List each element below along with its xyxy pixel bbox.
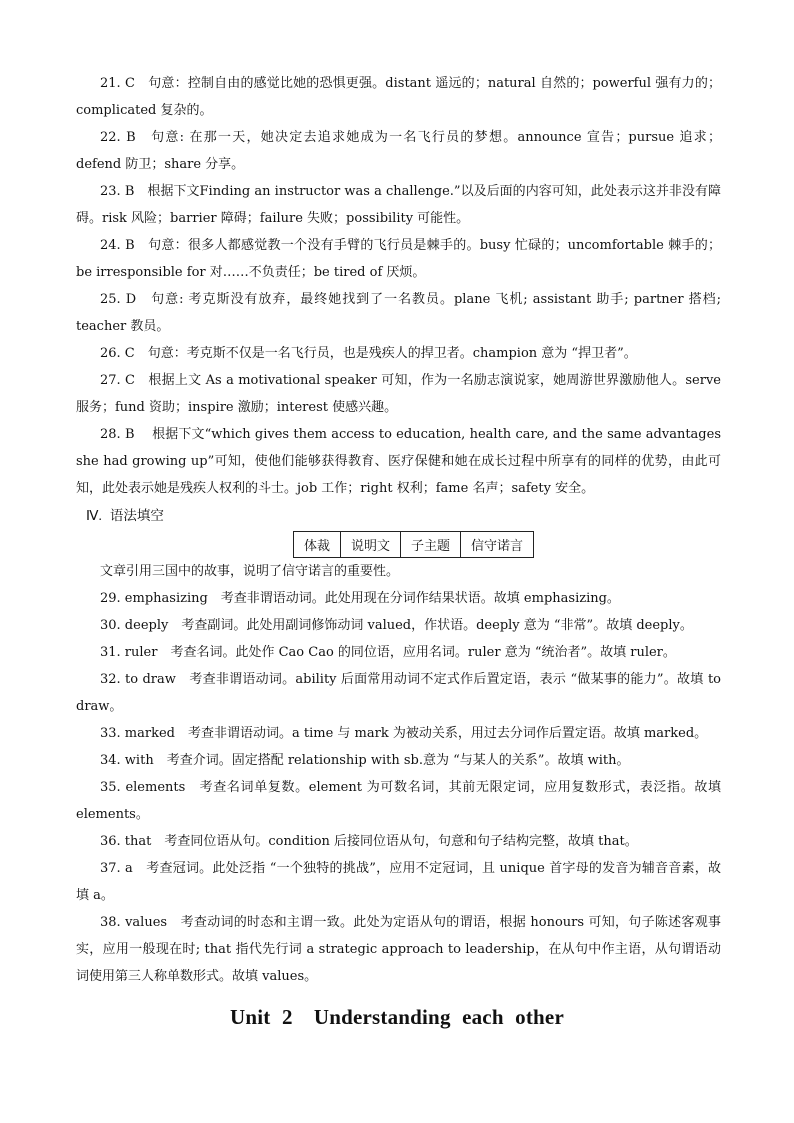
genre-value-cell: 说明文 — [340, 532, 400, 558]
answer-item-26: 26. C 句意：考克斯不仅是一名飞行员，也是残疾人的捍卫者。champion 意为 “捍卫者”。 — [100, 346, 637, 361]
subtheme-value-cell: 信守诺言 — [461, 532, 534, 558]
subtheme-label-cell: 子主题 — [401, 532, 461, 558]
answer-item-28: 28. B 根据下文“which gives them access to education, health care, and the same advantages she had growing up”可知，使他们能够获得教育、医疗保健和她在成长过程中所享有的同样的优势，由此可知，此处表示她是残疾人权利的斗士。job 工作；right 权利；fame 名声；safety 安全。 — [76, 427, 721, 496]
genre-label-cell: 体裁 — [293, 532, 340, 558]
answer-item-22: 22. B 句意: 在那一天，她决定去追求她成为一名飞行员的梦想。announce 宣告；pursue 追求；defend 防卫；share 分享。 — [76, 130, 721, 172]
answer-item-33: 33. marked 考查非谓语动词。a time 与 mark 为被动关系，用过去分词作后置定语。故填 marked。 — [100, 726, 708, 741]
passage-info-table — [293, 531, 534, 558]
section-number: Ⅳ. — [86, 508, 102, 523]
unit-title: Unit 2 Understanding each other — [230, 1005, 564, 1029]
grammar-answers — [76, 585, 721, 990]
answer-item-23: 23. B 根据下文Finding an instructor was a challenge.”以及后面的内容可知，此处表示这并非没有障碍。risk 风险；barrier 障碍；failure 失败；possibility 可能性。 — [76, 184, 721, 226]
answer-item-35: 35. elements 考查名词单复数。element 为可数名词，其前无限定词，应用复数形式，表泛指。故填 elements。 — [76, 780, 721, 822]
cloze-answers — [76, 70, 721, 502]
answer-item-27: 27. C 根据上文 As a motivational speaker 可知，作为一名励志演说家，她周游世界激励他人。serve 服务；fund 资助；inspire 激励；interest 使感兴趣。 — [76, 373, 721, 415]
table-row — [293, 532, 533, 558]
answer-item-37: 37. a 考查冠词。此处泛指 “一个独特的挑战”，应用不定冠词，且 unique 首字母的发音为辅音音素，故填 a。 — [76, 861, 721, 903]
answer-item-24: 24. B 句意：很多人都感觉教一个没有手臂的飞行员是棘手的。busy 忙碌的；uncomfortable 棘手的；be irresponsible for 对……不负责任；be tired of 厌烦。 — [76, 238, 721, 280]
answer-item-25: 25. D 句意: 考克斯没有放弃，最终她找到了一名教员。plane 飞机; assistant 助手; partner 搭档; teacher 教员。 — [76, 292, 721, 334]
passage-info-table-wrap — [76, 531, 721, 558]
answer-item-29: 29. emphasizing 考查非谓语动词。此处用现在分词作结果状语。故填 emphasizing。 — [100, 591, 620, 606]
answer-item-32: 32. to draw 考查非谓语动词。ability 后面常用动词不定式作后置定语，表示 “做某事的能力”。故填 to draw。 — [76, 672, 721, 714]
answer-item-34: 34. with 考查介词。固定搭配 relationship with sb.意为 “与某人的关系”。故填 with。 — [100, 753, 630, 768]
section-title: 语法填空 — [109, 508, 164, 524]
answer-item-21: 21. C 句意：控制自由的感觉比她的恐惧更强。distant 遥远的；natural 自然的；powerful 强有力的；complicated 复杂的。 — [76, 76, 721, 118]
answer-item-30: 30. deeply 考查副词。此处用副词修饰动词 valued，作状语。deeply 意为 “非常”。故填 deeply。 — [100, 618, 693, 633]
answer-key-page — [76, 70, 721, 990]
passage-summary: 文章引用三国中的故事，说明了信守诺言的重要性。 — [100, 564, 400, 579]
answer-item-31: 31. ruler 考查名词。此处作 Cao Cao 的同位语，应用名词。ruler 意为 “统治者”。故填 ruler。 — [100, 645, 676, 660]
answer-item-38: 38. values 考查动词的时态和主谓一致。此处为定语从句的谓语，根据 honours 可知，句子陈述客观事实，应用一般现在时; that 指代先行词 a strategic approach to leadership，在从句中作主语，从句谓语动词使用第三人称单数形式。故填 values。 — [76, 915, 721, 984]
section-heading — [76, 502, 721, 530]
answer-item-36: 36. that 考查同位语从句。condition 后接同位语从句，句意和句子结构完整，故填 that。 — [100, 834, 638, 849]
